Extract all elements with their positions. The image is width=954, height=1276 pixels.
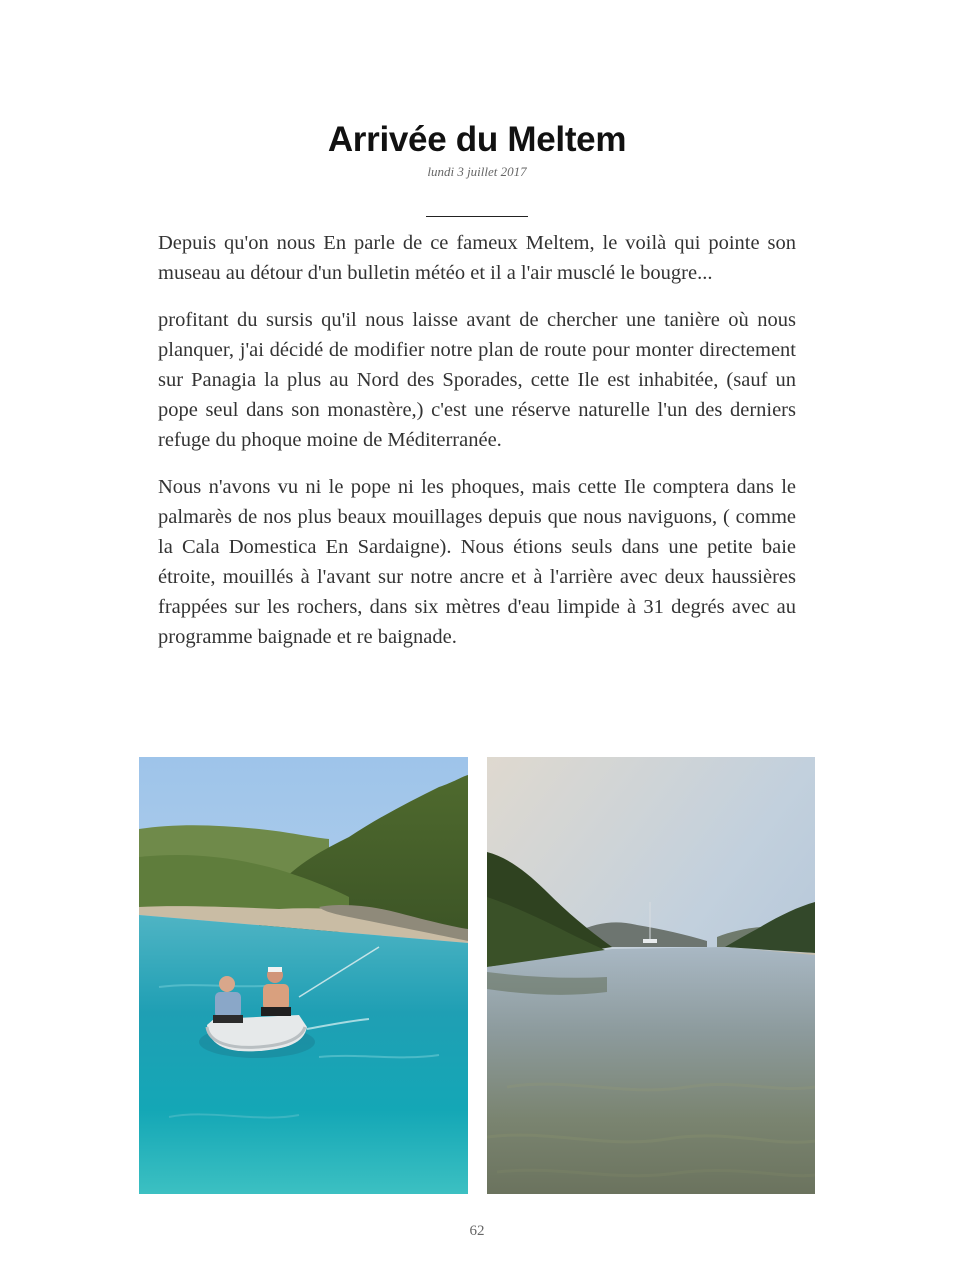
page-number: 62: [469, 1223, 485, 1239]
paragraph-1: Depuis qu'on nous En parle de ce fameux Meltem, le voilà qui pointe son museau au détour d'un bulletin météo et il a l'air musclé le bougre...: [158, 232, 796, 284]
paragraph-3: Nous n'avons vu ni le pope ni les phoques, mais cette Ile comptera dans le palmarès de nos plus beaux mouillages depuis que nous naviguons, ( comme la Cala Domestica En Sardaigne). Nous étions seuls dans une petite baie étroite, mouillés à l'avant sur notre ancre et à l'arrière avec deux haussières frappées sur les rochers, dans six mètres d'eau limpide à 31 degrés avec au programme baignade et re baignade.: [158, 476, 796, 648]
paragraph-2: profitant du sursis qu'il nous laisse avant de chercher une tanière où nous planquer, j'ai décidé de modifier notre plan de route pour monter directement sur Panagia la plus au Nord des Sporades, cette Ile est inhabitée, (sauf un pope seul dans son monastère,) c'est une réserve naturelle l'un des derniers refuge du phoque moine de Méditerranée.: [158, 309, 796, 451]
photo-dinghy-in-bay: [139, 757, 468, 1194]
post-date: lundi 3 juillet 2017: [427, 164, 527, 179]
page-title: Arrivée du Meltem: [327, 120, 627, 159]
title-separator: [426, 216, 528, 217]
photo-anchorage-bay: [487, 757, 815, 1194]
article-body: [158, 228, 796, 669]
